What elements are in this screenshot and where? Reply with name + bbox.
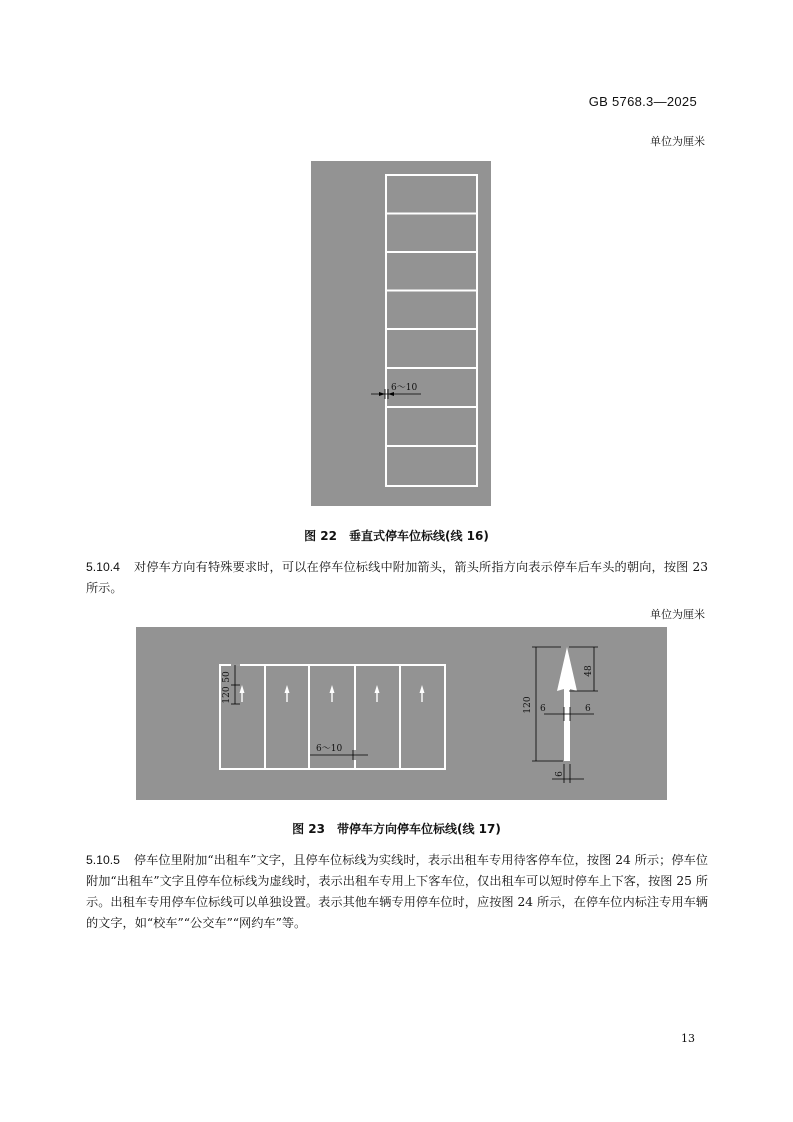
dim-48: 48: [584, 665, 594, 677]
clause-text: 对停车方向有特殊要求时，可以在停车位标线中附加箭头，箭头所指方向表示停车后车头的朝向，按图 23 所示。: [86, 560, 708, 595]
dim-6-10: 6～10: [316, 744, 343, 754]
figure-23-image: [136, 627, 667, 800]
figure-23-drawing: [136, 627, 667, 800]
dim-50: 50: [222, 671, 232, 683]
clause-5-10-4: [86, 557, 708, 599]
dim-120-left: 120: [222, 686, 232, 704]
clause-text: 停车位里附加“出租车”文字，且停车位标线为实线时，表示出租车专用待客停车位，按图 24 所示；停车位附加“出租车”文字且停车位标线为虚线时，表示出租车专用上下客车位，仅出租车可以短时停车上下客，按图 25 所示。出租车专用停车位标线可以单独设置。表示其他车辆专用停车位时，应按图 24 所示，在停车位内标注专用车辆的文字，如“校车”“公交车”“网约车”等。: [86, 853, 708, 930]
dim-6-left: 6: [540, 704, 546, 714]
figure-23-caption: 图 23 带停车方向停车位标线(线 17): [292, 822, 501, 836]
page-number: 13: [681, 1032, 695, 1045]
dim-120-right: 120: [523, 696, 533, 714]
figure-22-dim-label: 6～10: [391, 383, 418, 393]
dim-6-right: 6: [585, 704, 591, 714]
figure-22-image: [311, 161, 491, 506]
figure-22-caption: 图 22 垂直式停车位标线(线 16): [304, 529, 489, 543]
figure-22-drawing: [311, 161, 491, 506]
clause-number: 5.10.4: [86, 560, 120, 574]
figure-23-unit-note: 单位为厘米: [650, 608, 705, 621]
clause-5-10-5: [86, 850, 708, 934]
figure-22-unit-note: 单位为厘米: [650, 135, 705, 148]
clause-number: 5.10.5: [86, 853, 120, 867]
standard-number: GB 5768.3—2025: [588, 94, 697, 109]
dim-6-bottom: 6: [555, 771, 565, 777]
